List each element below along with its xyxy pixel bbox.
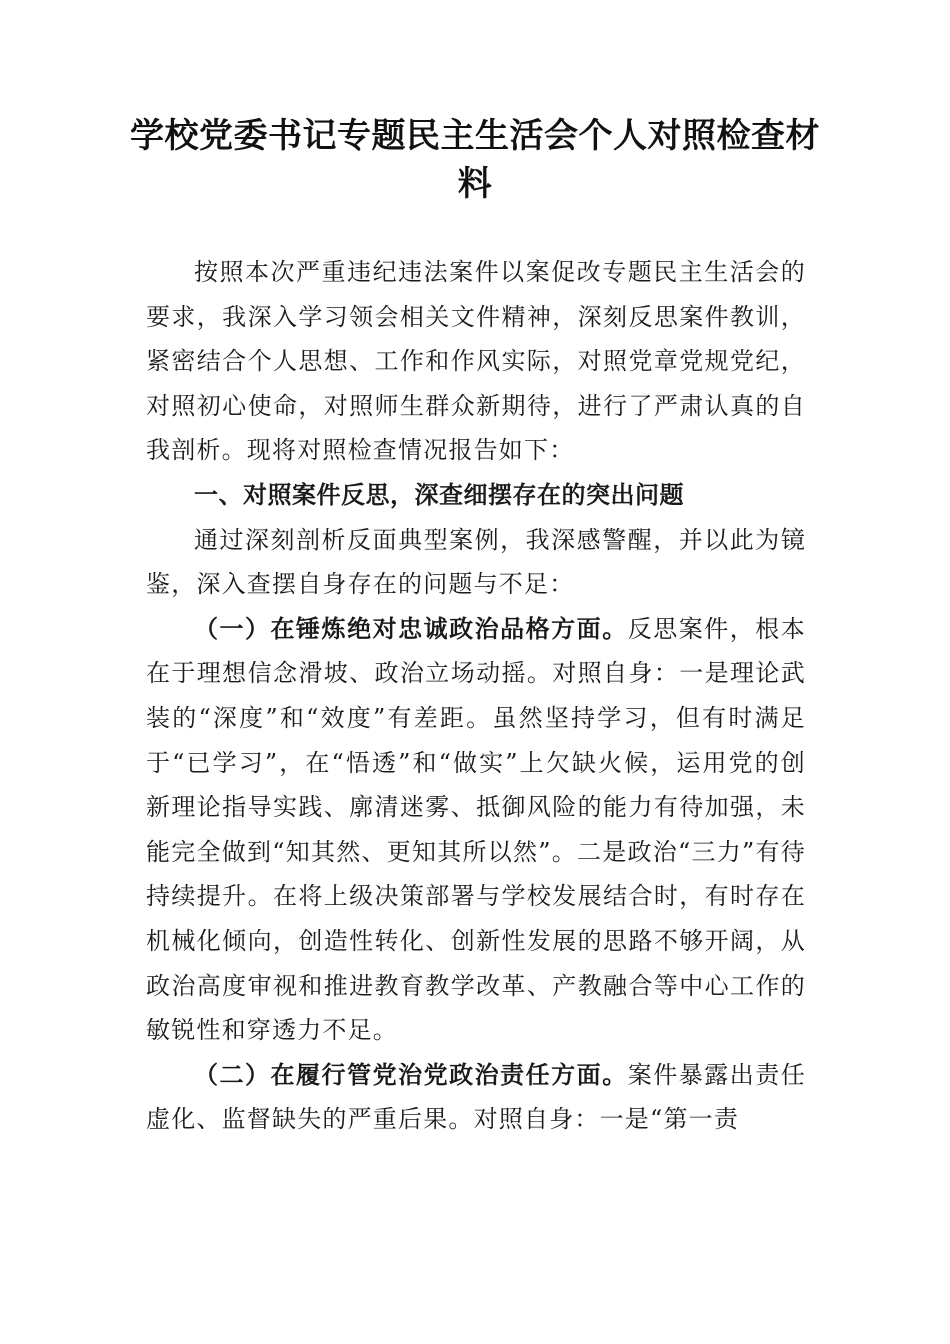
document-title: 学校党委书记专题民主生活会个人对照检查材料 [130,116,820,204]
subsection-2-paragraph [146,1053,806,1142]
subsection-2-heading: （二）在履行管党治党政治责任方面。 [194,1059,628,1089]
subsection-1-paragraph [146,607,806,1053]
section-heading-1: 一、对照案件反思，深查细摆存在的突出问题 [194,480,684,509]
document-body [146,250,806,1142]
subsection-1-heading: （一）在锤炼绝对忠诚政治品格方面。 [194,613,628,643]
section-1-intro-paragraph: 通过深刻剖析反面典型案例，我深感警醒，并以此为镜鉴，深入查摆自身存在的问题与不足： [146,525,806,599]
subsection-2-text: 案件暴露出责任虚化、监督缺失的严重后果。对照自身：一是“第一责 [146,1060,806,1134]
intro-paragraph: 按照本次严重违纪违法案件以案促改专题民主生活会的要求，我深入学习领会相关文件精神，深刻反思案件教训，紧密结合个人思想、工作和作风实际，对照党章党规党纪，对照初心使命，对照师生群众新期待，进行了严肃认真的自我剖析。现将对照检查情况报告如下： [146,258,806,465]
subsection-1-text: 反思案件，根本在于理想信念滑坡、政治立场动摇。对照自身：一是理论武装的“深度”和“效度”有差距。虽然坚持学习，但有时满足于“已学习”，在“悟透”和“做实”上欠缺火候，运用党的创新理论指导实践、廓清迷雾、抵御风险的能力有待加强，未能完全做到“知其然、更知其所以然”。二是政治“三力”有待持续提升。在将上级决策部署与学校发展结合时，有时存在机械化倾向，创造性转化、创新性发展的思路不够开阔，从政治高度审视和推进教育教学改革、产教融合等中心工作的敏锐性和穿透力不足。 [146,614,806,1045]
